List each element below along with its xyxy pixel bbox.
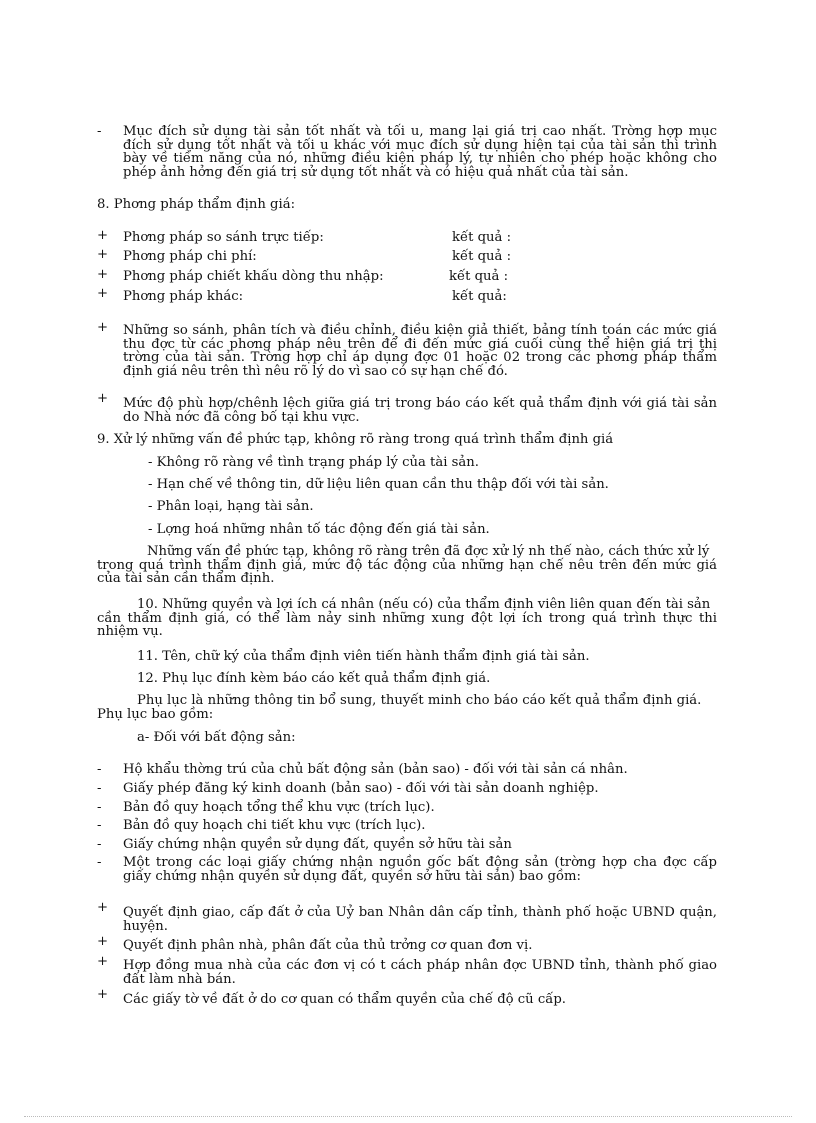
- paragraph-rest: Phụ lục bao gồm:: [97, 706, 214, 722]
- section-12-text: 12. Phụ lục đính kèm báo cáo kết quả thẩm định giá.: [137, 671, 491, 686]
- section-8-heading: 8. Phơng pháp thẩm định giá:: [97, 197, 296, 212]
- plus-marker: +: [97, 954, 109, 969]
- paragraph-first-line: Phụ lục là những thông tin bổ sung, thuyết minh cho báo cáo kết quả thẩm định giá.: [137, 693, 702, 708]
- plus-marker: +: [97, 987, 109, 1002]
- section-10-paragraph: [97, 598, 717, 639]
- section-11-text: 11. Tên, chữ ký của thẩm định viên tiến hành thẩm định giá tài sản.: [137, 649, 590, 664]
- dash-marker: -: [97, 837, 102, 852]
- dash-marker: -: [97, 124, 102, 139]
- method-name: Phơng pháp so sánh trực tiếp:: [123, 230, 324, 245]
- list-item: - Hạn chế về thông tin, dữ liệu liên quan cần thu thập đối với tài sản.: [148, 477, 609, 492]
- appendix-item: Hộ khẩu thờng trú của chủ bất động sản (bản sao) - đối với tài sản cá nhân.: [123, 762, 628, 777]
- section-9-paragraph: [97, 545, 717, 586]
- plus-marker: +: [97, 391, 109, 406]
- page-bottom-dotted-line: [24, 1116, 792, 1117]
- plus-marker: +: [97, 900, 109, 915]
- plus-marker: +: [97, 267, 109, 282]
- appendix-item: Bản đồ quy hoạch tổng thể khu vực (trích lục).: [123, 800, 435, 815]
- method-note-paragraph: Những so sánh, phân tích và điều chỉnh, điều kiện giả thiết, bảng tính toán các mức giá thu đợc từ các phơng pháp nêu trên để đi đến mức giá cuối cùng thể hiện giá trị thị trờng của tài sản. Trờng hợp chỉ áp dụng đợc 01 hoặc 02 trong các phơng pháp thẩm định giá nêu trên thì nêu rõ lý do vì sao có sự hạn chế đó.: [123, 323, 717, 379]
- plus-marker: +: [97, 934, 109, 949]
- plus-marker: +: [97, 320, 109, 335]
- appendix-subheading: a- Đối với bất động sản:: [137, 730, 296, 745]
- list-item: - Không rõ ràng về tình trạng pháp lý của tài sản.: [148, 455, 479, 470]
- section-9-heading: 9. Xử lý những vấn đề phức tạp, không rõ ràng trong quá trình thẩm định giá: [97, 432, 614, 447]
- dash-marker: -: [97, 762, 102, 777]
- appendix-item: Một trong các loại giấy chứng nhận nguồn gốc bất động sản (trờng hợp cha đợc cấp giấy chứng nhận quyền sử dụng đất, quyền sở hữu tài sản) bao gồm:: [123, 855, 717, 884]
- method-result: kết quả :: [449, 269, 509, 284]
- list-item: - Lợng hoá những nhân tố tác động đến giá tài sản.: [148, 522, 490, 537]
- list-item: - Phân loại, hạng tài sản.: [148, 499, 314, 514]
- method-result: kết quả :: [452, 230, 512, 245]
- appendix-item: Bản đồ quy hoạch chi tiết khu vực (trích lục).: [123, 818, 426, 833]
- plus-marker: +: [97, 286, 109, 301]
- dash-marker: -: [97, 781, 102, 796]
- paragraph-rest: trong quá trình thẩm định giá, mức độ tác động của những hạn chế nêu trên đến mức giá của tài sản cần thẩm định.: [97, 557, 717, 586]
- method-result: kết quả :: [452, 249, 512, 264]
- method-result: kết quả:: [452, 289, 507, 304]
- paragraph-first-line: 10. Những quyền và lợi ích cá nhân (nếu có) của thẩm định viên liên quan đến tài sản: [137, 597, 711, 612]
- plus-marker: +: [97, 228, 109, 243]
- appendix-item: Giấy chứng nhận quyền sử dụng đất, quyền sở hữu tài sản: [123, 837, 512, 852]
- appendix-subitem: Quyết định phân nhà, phân đất của thủ trởng cơ quan đơn vị.: [123, 938, 533, 953]
- price-variance-paragraph: Mức độ phù hợp/chênh lệch giữa giá trị trong báo cáo kết quả thẩm định với giá tài sản do Nhà nớc đã công bố tại khu vực.: [123, 396, 717, 425]
- appendix-item: Giấy phép đăng ký kinh doanh (bản sao) - đối với tài sản doanh nghiệp.: [123, 781, 599, 796]
- dash-marker: -: [97, 855, 102, 870]
- method-name: Phơng pháp chiết khấu dòng thu nhập:: [123, 269, 384, 284]
- dash-marker: -: [97, 818, 102, 833]
- plus-marker: +: [97, 247, 109, 262]
- dash-marker: -: [97, 800, 102, 815]
- appendix-paragraph: [97, 694, 717, 721]
- paragraph-rest: cần thẩm định giá, có thể làm nảy sinh những xung đột lợi ích trong quá trình thực thi nhiệm vụ.: [97, 610, 717, 639]
- method-name: Phơng pháp khác:: [123, 289, 244, 304]
- appendix-subitem: Quyết định giao, cấp đất ở của Uỷ ban Nhân dân cấp tỉnh, thành phố hoặc UBND quận, huyện.: [123, 905, 717, 934]
- intro-paragraph: Mục đích sử dụng tài sản tốt nhất và tối u, mang lại giá trị cao nhất. Trờng hợp mục đích sử dụng tốt nhất và tối u khác với mục đích sử dụng hiện tại của tài sản thì trình bày về tiềm năng của nó, những điều kiện pháp lý, tự nhiên cho phép hoặc không cho phép ảnh hởng đến giá trị sử dụng tốt nhất và có hiệu quả nhất của tài sản.: [123, 124, 717, 180]
- method-name: Phơng pháp chi phí:: [123, 249, 257, 264]
- appendix-subitem: Hợp đồng mua nhà của các đơn vị có t cách pháp nhân đợc UBND tỉnh, thành phố giao đất làm nhà bán.: [123, 958, 717, 987]
- appendix-subitem: Các giấy tờ về đất ở do cơ quan có thẩm quyền của chế độ cũ cấp.: [123, 992, 566, 1007]
- paragraph-first-line: Những vấn đề phức tạp, không rõ ràng trên đã đợc xử lý nh thế nào, cách thức xử lý: [147, 544, 710, 559]
